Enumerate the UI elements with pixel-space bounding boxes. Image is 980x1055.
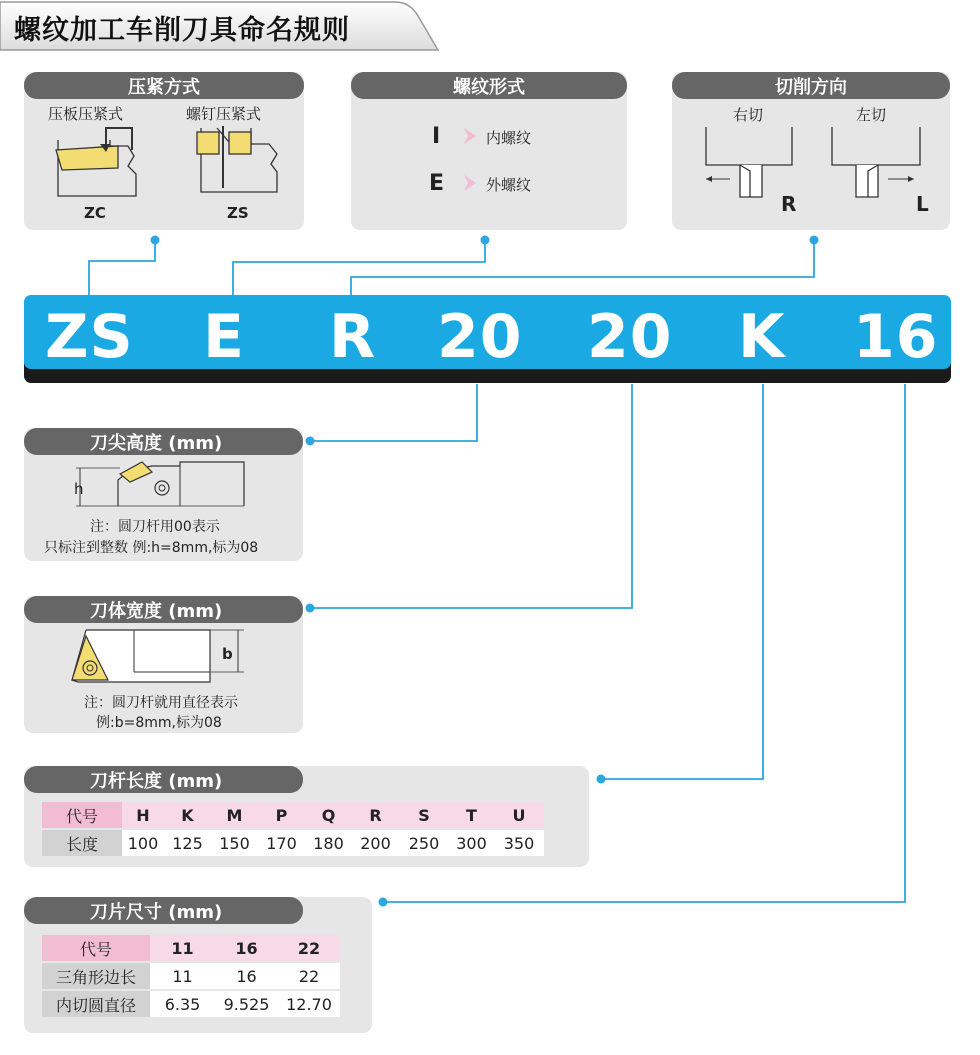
cut-left-code: L xyxy=(916,192,929,216)
shank-length-value: 170 xyxy=(258,830,305,856)
tip-height-note1: 注：圆刀杆用00表示 xyxy=(90,519,220,535)
shank-length-value: 350 xyxy=(494,830,544,856)
row-header: 三角形边长 xyxy=(42,963,150,989)
row-header: 内切圆直径 xyxy=(42,991,150,1017)
shank-code: M xyxy=(211,802,258,828)
shank-length-value: 300 xyxy=(449,830,494,856)
thread-code-external: E xyxy=(429,171,445,196)
cut-direction-header: 切削方向 xyxy=(672,72,950,99)
table-row xyxy=(42,802,544,828)
table-row xyxy=(42,830,544,856)
clamp-screw-label: 螺钉压紧式 xyxy=(186,105,262,123)
shank-code: U xyxy=(494,802,544,828)
code-cut-direction: R xyxy=(329,302,377,372)
shank-length-table xyxy=(42,800,544,858)
insert-code: 16 xyxy=(215,935,278,961)
insert-code: 11 xyxy=(150,935,215,961)
page-title: 螺纹加工车削刀具命名规则 xyxy=(14,15,350,46)
shank-length-value: 150 xyxy=(211,830,258,856)
shank-length-header: 刀杆长度 (mm) xyxy=(24,766,303,793)
shank-length-value: 125 xyxy=(164,830,211,856)
thread-label-internal: 内螺纹 xyxy=(486,129,532,147)
cut-left-label: 左切 xyxy=(856,106,887,124)
cut-right-code: R xyxy=(781,192,797,216)
shank-code: R xyxy=(352,802,399,828)
code-shank-length: K xyxy=(738,302,786,372)
shank-length-value: 100 xyxy=(122,830,164,856)
row-header: 代号 xyxy=(42,935,150,961)
insert-ic-diameter: 6.35 xyxy=(150,991,215,1017)
thread-code-internal: I xyxy=(432,124,441,149)
insert-size-table xyxy=(42,933,340,1019)
code-clamping: ZS xyxy=(45,302,134,372)
clamp-plate-label: 压板压紧式 xyxy=(48,105,124,123)
shank-length-value: 200 xyxy=(352,830,399,856)
clamp-screw-code: ZS xyxy=(227,204,249,222)
table-row xyxy=(42,963,340,989)
shank-code: S xyxy=(399,802,449,828)
shank-code: Q xyxy=(305,802,352,828)
insert-side-length: 16 xyxy=(215,963,278,989)
insert-side-length: 11 xyxy=(150,963,215,989)
shank-length-value: 250 xyxy=(399,830,449,856)
tip-height-note2: 只标注到整数 例:h=8mm,标为08 xyxy=(44,540,259,556)
clamping-header: 压紧方式 xyxy=(24,72,304,99)
row-header: 代号 xyxy=(42,802,122,828)
thread-type-header: 螺纹形式 xyxy=(351,72,627,99)
thread-label-external: 外螺纹 xyxy=(486,176,532,194)
code-body-width: 20 xyxy=(587,302,673,372)
shank-code: T xyxy=(449,802,494,828)
code-tip-height: 20 xyxy=(437,302,523,372)
code-insert-size: 16 xyxy=(853,302,939,372)
body-width-note2: 例:b=8mm,标为08 xyxy=(96,715,222,731)
tip-height-header: 刀尖高度 (mm) xyxy=(24,428,303,455)
body-width-note1: 注：圆刀杆就用直径表示 xyxy=(84,695,238,711)
shank-code: P xyxy=(258,802,305,828)
tip-height-symbol: h xyxy=(74,480,84,498)
table-row xyxy=(42,991,340,1017)
table-row xyxy=(42,935,340,961)
row-header: 长度 xyxy=(42,830,122,856)
insert-code: 22 xyxy=(278,935,340,961)
insert-side-length: 22 xyxy=(278,963,340,989)
insert-ic-diameter: 12.70 xyxy=(278,991,340,1017)
clamp-plate-code: ZC xyxy=(84,204,106,222)
body-width-symbol: b xyxy=(222,645,233,663)
insert-ic-diameter: 9.525 xyxy=(215,991,278,1017)
shank-code: H xyxy=(122,802,164,828)
body-width-header: 刀体宽度 (mm) xyxy=(24,596,303,623)
shank-length-value: 180 xyxy=(305,830,352,856)
shank-code: K xyxy=(164,802,211,828)
insert-size-header: 刀片尺寸 (mm) xyxy=(24,897,303,924)
code-thread-type: E xyxy=(203,302,245,372)
cut-right-label: 右切 xyxy=(733,106,764,124)
body-width-illustration xyxy=(68,624,248,688)
tip-height-illustration xyxy=(70,458,250,514)
